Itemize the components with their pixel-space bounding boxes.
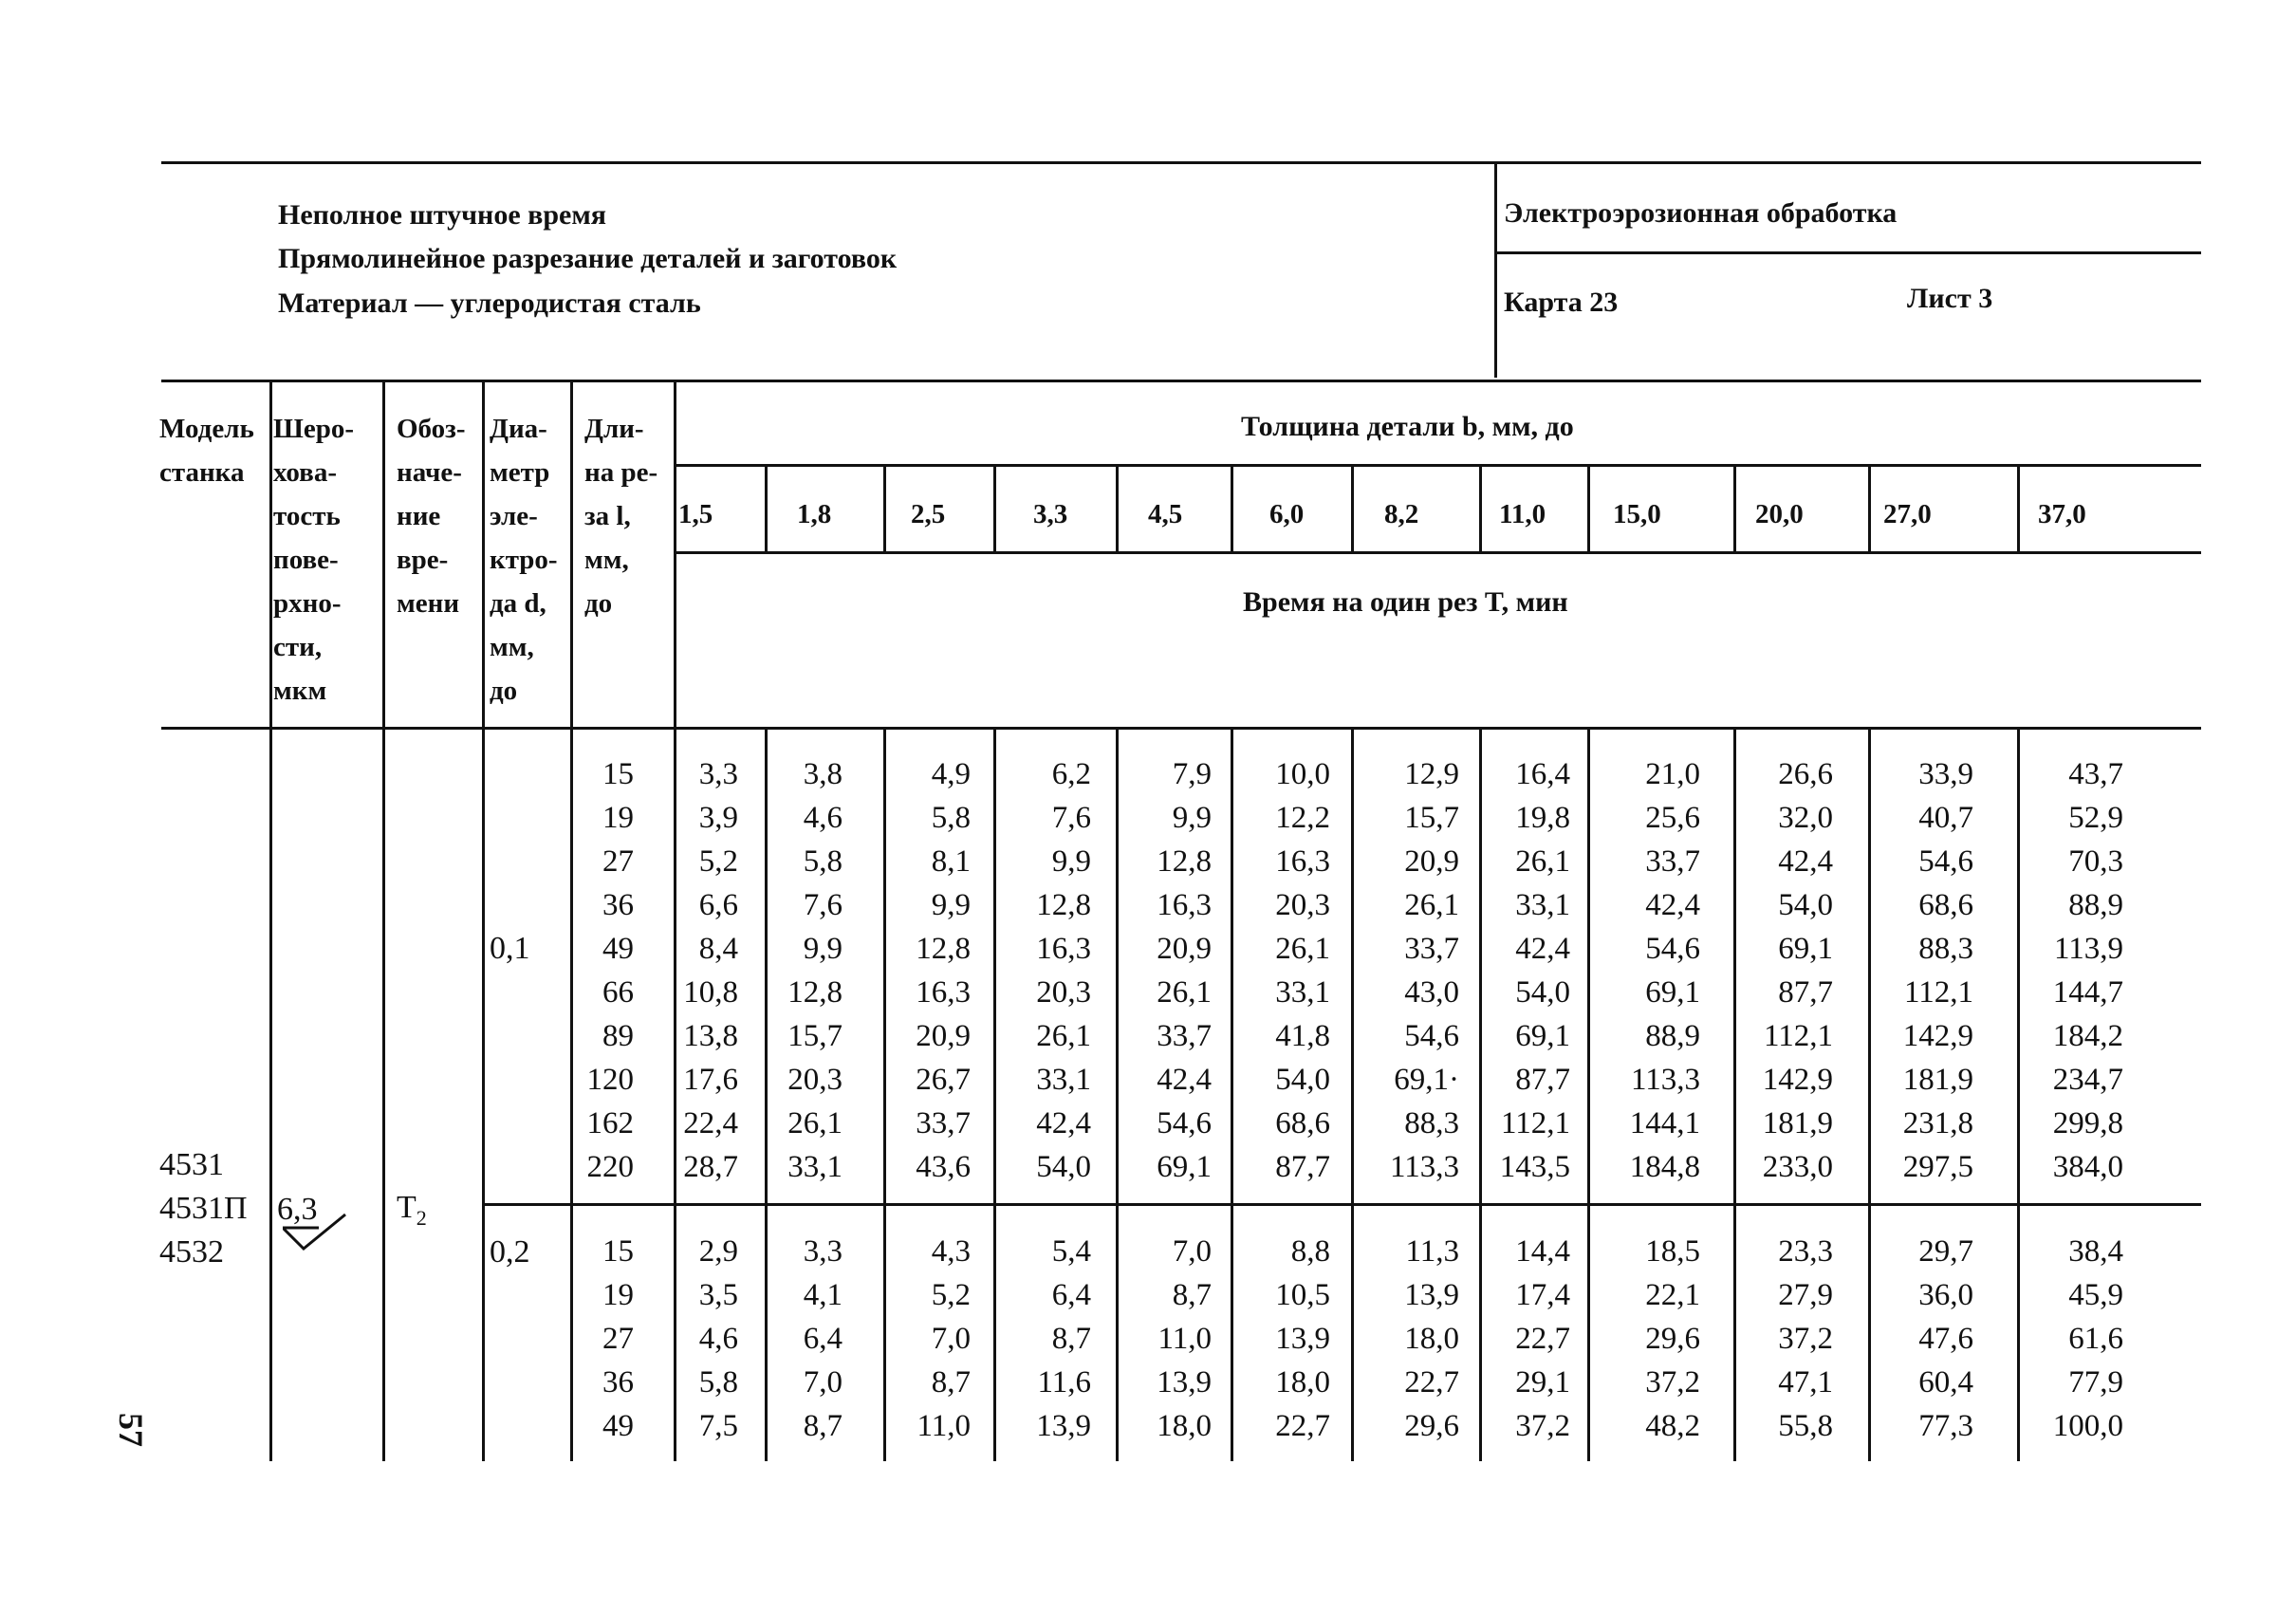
time-value: 181,9 xyxy=(1902,1063,1973,1097)
time-value: 37,2 xyxy=(1778,1322,1833,1356)
thickness-value: 1,8 xyxy=(797,499,832,529)
time-value: 41,8 xyxy=(1275,1019,1330,1053)
top-rule xyxy=(161,161,2201,164)
time-value: 33,1 xyxy=(787,1150,842,1184)
time-value: 70,3 xyxy=(2068,844,2123,879)
time-value: 88,3 xyxy=(1404,1106,1459,1140)
time-value: 15,7 xyxy=(1404,801,1459,835)
model-3: 4532 xyxy=(159,1234,224,1270)
time-value: 19,8 xyxy=(1515,801,1570,835)
time-value: 25,6 xyxy=(1645,801,1700,835)
time-value: 88,9 xyxy=(2068,888,2123,922)
time-value: 47,1 xyxy=(1778,1365,1833,1400)
roughness-value: 6,3 xyxy=(277,1192,318,1227)
time-value: 33,7 xyxy=(1404,932,1459,966)
page-number: 57 xyxy=(112,1413,150,1447)
time-value: 9,9 xyxy=(803,932,842,966)
time-value: 22,7 xyxy=(1515,1322,1570,1356)
time-value: 8,7 xyxy=(803,1409,842,1443)
time-value: 11,0 xyxy=(1157,1322,1212,1356)
time-designation-base: T xyxy=(397,1190,417,1225)
time-value: 61,6 xyxy=(2068,1322,2123,1356)
time-value: 9,9 xyxy=(1172,801,1212,835)
time-designation-sub: 2 xyxy=(416,1205,427,1230)
thickness-value: 8,2 xyxy=(1384,499,1419,529)
time-value: 5,2 xyxy=(931,1278,971,1312)
time-value: 54,0 xyxy=(1515,975,1570,1010)
time-value: 20,9 xyxy=(916,1019,971,1053)
time-value: 26,1 xyxy=(1157,975,1212,1010)
time-value: 112,1 xyxy=(1500,1106,1570,1140)
time-value: 33,1 xyxy=(1036,1063,1091,1097)
thickness-value: 20,0 xyxy=(1755,499,1804,529)
time-value: 297,5 xyxy=(1902,1150,1973,1184)
time-value: 11,0 xyxy=(917,1409,971,1443)
time-value: 42,4 xyxy=(1778,844,1833,879)
col-rule-designation xyxy=(482,381,485,1461)
time-value: 26,6 xyxy=(1778,757,1833,791)
thk-rule xyxy=(883,466,886,553)
time-value: 33,9 xyxy=(1918,757,1973,791)
time-value: 5,8 xyxy=(698,1365,738,1400)
length-value: 27 xyxy=(602,844,634,879)
time-value: 11,3 xyxy=(1405,1234,1459,1269)
time-value: 4,9 xyxy=(931,757,971,791)
time-value: 3,9 xyxy=(698,801,738,835)
thickness-value: 1,5 xyxy=(678,499,713,529)
data-col-rule xyxy=(1351,729,1354,1461)
time-value: 32,0 xyxy=(1778,801,1833,835)
time-value: 16,3 xyxy=(1036,932,1091,966)
time-value: 33,7 xyxy=(916,1106,971,1140)
thk-rule xyxy=(1733,466,1736,553)
time-value: 13,9 xyxy=(1275,1322,1330,1356)
time-value: 3,3 xyxy=(803,1234,842,1269)
time-value: 37,2 xyxy=(1645,1365,1700,1400)
time-value: 234,7 xyxy=(2052,1063,2123,1097)
time-value: 26,1 xyxy=(1404,888,1459,922)
time-value: 3,8 xyxy=(803,757,842,791)
time-value: 38,4 xyxy=(2068,1234,2123,1269)
col-header-diameter: Диа- метр эле- ктро- да d, мм, до xyxy=(490,414,558,706)
time-value: 184,8 xyxy=(1629,1150,1700,1184)
time-value: 52,9 xyxy=(2068,801,2123,835)
time-designation xyxy=(397,1192,427,1229)
thk-rule xyxy=(1587,466,1590,553)
time-value: 36,0 xyxy=(1918,1278,1973,1312)
thickness-value: 27,0 xyxy=(1883,499,1932,529)
time-value: 4,6 xyxy=(803,801,842,835)
time-value: 45,9 xyxy=(2068,1278,2123,1312)
roughness-symbol-icon xyxy=(283,1213,349,1252)
time-value: 11,6 xyxy=(1037,1365,1091,1400)
time-value: 12,8 xyxy=(1157,844,1212,879)
thickness-title-rule xyxy=(676,464,2201,467)
time-value: 7,0 xyxy=(1172,1234,1212,1269)
time-value: 17,4 xyxy=(1515,1278,1570,1312)
data-col-rule xyxy=(1587,729,1590,1461)
time-value: 4,3 xyxy=(931,1234,971,1269)
time-value: 69,1 xyxy=(1645,975,1700,1010)
title-line-1: Неполное штучное время xyxy=(278,199,607,231)
time-value: 20,9 xyxy=(1404,844,1459,879)
time-value: 54,0 xyxy=(1778,888,1833,922)
time-value: 100,0 xyxy=(2052,1409,2123,1443)
time-value: 20,3 xyxy=(1275,888,1330,922)
time-value: 233,0 xyxy=(1762,1150,1833,1184)
time-value: 13,9 xyxy=(1036,1409,1091,1443)
time-value: 18,0 xyxy=(1275,1365,1330,1400)
thk-rule xyxy=(1116,466,1119,553)
length-value: 36 xyxy=(602,888,634,922)
time-value: 17,6 xyxy=(683,1063,738,1097)
time-value: 13,9 xyxy=(1157,1365,1212,1400)
col-header-model: Модель станка xyxy=(159,414,254,488)
time-value: 8,7 xyxy=(931,1365,971,1400)
time-value: 181,9 xyxy=(1762,1106,1833,1140)
diameter-group-2: 0,2 xyxy=(490,1234,530,1270)
time-value: 144,1 xyxy=(1629,1106,1700,1140)
time-value: 8,4 xyxy=(698,932,738,966)
time-value: 69,1 xyxy=(1157,1150,1212,1184)
time-value: 42,4 xyxy=(1157,1063,1212,1097)
time-value: 54,0 xyxy=(1275,1063,1330,1097)
time-value: 7,9 xyxy=(1172,757,1212,791)
time-value: 16,4 xyxy=(1515,757,1570,791)
time-value: 113,3 xyxy=(1630,1063,1700,1097)
time-value: 26,1 xyxy=(1036,1019,1091,1053)
thk-rule xyxy=(1351,466,1354,553)
time-value: 113,3 xyxy=(1389,1150,1459,1184)
thickness-values-rule xyxy=(676,551,2201,554)
time-value: 43,7 xyxy=(2068,757,2123,791)
length-value: 19 xyxy=(602,801,634,835)
thk-rule xyxy=(993,466,996,553)
time-value: 54,6 xyxy=(1645,932,1700,966)
thk-rule xyxy=(2017,466,2020,553)
model-1: 4531 xyxy=(159,1147,224,1182)
time-value: 42,4 xyxy=(1036,1106,1091,1140)
thickness-value: 15,0 xyxy=(1613,499,1661,529)
length-value: 120 xyxy=(586,1063,634,1097)
time-value: 20,9 xyxy=(1157,932,1212,966)
thickness-value: 4,5 xyxy=(1148,499,1183,529)
time-value: 20,3 xyxy=(1036,975,1091,1010)
time-value: 54,6 xyxy=(1404,1019,1459,1053)
time-value: 10,5 xyxy=(1275,1278,1330,1312)
time-title: Время на один рез T, мин xyxy=(1243,586,1568,618)
time-value: 69,1 xyxy=(1778,932,1833,966)
section-rule xyxy=(1496,251,2201,254)
thk-rule xyxy=(765,466,768,553)
time-value: 6,4 xyxy=(803,1322,842,1356)
table-top-rule xyxy=(161,380,2201,382)
time-value: 143,5 xyxy=(1499,1150,1570,1184)
time-value: 6,4 xyxy=(1051,1278,1091,1312)
time-value: 5,8 xyxy=(803,844,842,879)
time-value: 77,9 xyxy=(2068,1365,2123,1400)
time-value: 18,0 xyxy=(1157,1409,1212,1443)
time-value: 184,2 xyxy=(2052,1019,2123,1053)
time-value: 18,5 xyxy=(1645,1234,1700,1269)
time-value: 12,2 xyxy=(1275,801,1330,835)
time-value: 2,9 xyxy=(698,1234,738,1269)
time-value: 299,8 xyxy=(2052,1106,2123,1140)
time-value: 22,4 xyxy=(683,1106,738,1140)
time-value: 3,5 xyxy=(698,1278,738,1312)
time-value: 42,4 xyxy=(1645,888,1700,922)
time-value: 3,3 xyxy=(698,757,738,791)
time-value: 142,9 xyxy=(1762,1063,1833,1097)
time-value: 5,8 xyxy=(931,801,971,835)
thickness-value: 2,5 xyxy=(911,499,946,529)
time-value: 87,7 xyxy=(1778,975,1833,1010)
time-value: 69,1· xyxy=(1394,1063,1459,1097)
length-value: 15 xyxy=(602,1234,634,1269)
time-value: 16,3 xyxy=(916,975,971,1010)
time-value: 20,3 xyxy=(787,1063,842,1097)
time-value: 29,6 xyxy=(1645,1322,1700,1356)
time-value: 16,3 xyxy=(1275,844,1330,879)
thk-rule xyxy=(1231,466,1233,553)
time-value: 60,4 xyxy=(1918,1365,1973,1400)
time-value: 26,1 xyxy=(787,1106,842,1140)
time-value: 33,1 xyxy=(1515,888,1570,922)
time-value: 87,7 xyxy=(1515,1063,1570,1097)
header-divider xyxy=(1494,163,1497,378)
time-value: 12,8 xyxy=(916,932,971,966)
time-value: 87,7 xyxy=(1275,1150,1330,1184)
time-value: 28,7 xyxy=(683,1150,738,1184)
length-value: 49 xyxy=(602,932,634,966)
time-value: 26,7 xyxy=(916,1063,971,1097)
time-value: 12,8 xyxy=(787,975,842,1010)
time-value: 12,9 xyxy=(1404,757,1459,791)
time-value: 10,8 xyxy=(683,975,738,1010)
length-value: 89 xyxy=(602,1019,634,1053)
time-value: 88,3 xyxy=(1918,932,1973,966)
time-value: 113,9 xyxy=(2053,932,2123,966)
section-title: Электроэрозионная обработка xyxy=(1504,197,1898,229)
time-value: 7,6 xyxy=(1051,801,1091,835)
model-2: 4531П xyxy=(159,1191,248,1226)
time-value: 18,0 xyxy=(1404,1322,1459,1356)
diameter-group-1: 0,1 xyxy=(490,931,530,966)
time-value: 40,7 xyxy=(1918,801,1973,835)
time-value: 16,3 xyxy=(1157,888,1212,922)
time-value: 33,7 xyxy=(1645,844,1700,879)
time-value: 37,2 xyxy=(1515,1409,1570,1443)
time-value: 27,9 xyxy=(1778,1278,1833,1312)
time-value: 4,6 xyxy=(698,1322,738,1356)
time-value: 9,9 xyxy=(931,888,971,922)
time-value: 88,9 xyxy=(1645,1019,1700,1053)
time-value: 112,1 xyxy=(1763,1019,1833,1053)
time-value: 48,2 xyxy=(1645,1409,1700,1443)
time-value: 77,3 xyxy=(1918,1409,1973,1443)
time-value: 47,6 xyxy=(1918,1322,1973,1356)
time-value: 43,6 xyxy=(916,1150,971,1184)
col-header-length: Дли- на ре- за l, мм, до xyxy=(584,414,658,619)
time-value: 8,1 xyxy=(931,844,971,879)
title-line-3: Материал — углеродистая сталь xyxy=(278,287,701,319)
time-value: 8,7 xyxy=(1051,1322,1091,1356)
time-value: 22,7 xyxy=(1275,1409,1330,1443)
thickness-value: 6,0 xyxy=(1269,499,1305,529)
time-value: 55,8 xyxy=(1778,1409,1833,1443)
thickness-value: 3,3 xyxy=(1033,499,1068,529)
time-value: 8,7 xyxy=(1172,1278,1212,1312)
length-value: 66 xyxy=(602,975,634,1010)
time-value: 68,6 xyxy=(1275,1106,1330,1140)
col-header-roughness: Шеро- хова- тость пове- рхно- сти, мкм xyxy=(273,414,355,706)
sheet-number: Лист 3 xyxy=(1907,283,1993,314)
time-value: 14,4 xyxy=(1515,1234,1570,1269)
length-value: 49 xyxy=(602,1409,634,1443)
time-value: 8,8 xyxy=(1290,1234,1330,1269)
thickness-title: Толщина детали b, мм, до xyxy=(1241,411,1574,442)
time-value: 23,3 xyxy=(1778,1234,1833,1269)
thickness-value: 11,0 xyxy=(1499,499,1546,529)
length-value: 220 xyxy=(586,1150,634,1184)
time-value: 112,1 xyxy=(1903,975,1973,1010)
time-value: 29,7 xyxy=(1918,1234,1973,1269)
time-value: 7,0 xyxy=(931,1322,971,1356)
time-value: 29,6 xyxy=(1404,1409,1459,1443)
time-value: 13,9 xyxy=(1404,1278,1459,1312)
thickness-value: 37,0 xyxy=(2038,499,2086,529)
time-value: 10,0 xyxy=(1275,757,1330,791)
time-value: 26,1 xyxy=(1515,844,1570,879)
time-value: 13,8 xyxy=(683,1019,738,1053)
time-value: 231,8 xyxy=(1902,1106,1973,1140)
time-value: 15,7 xyxy=(787,1019,842,1053)
time-value: 26,1 xyxy=(1275,932,1330,966)
length-value: 36 xyxy=(602,1365,634,1400)
time-value: 5,2 xyxy=(698,844,738,879)
time-value: 22,7 xyxy=(1404,1365,1459,1400)
length-value: 27 xyxy=(602,1322,634,1356)
card-number: Карта 23 xyxy=(1504,287,1619,318)
time-value: 6,6 xyxy=(698,888,738,922)
length-value: 19 xyxy=(602,1278,634,1312)
time-value: 4,1 xyxy=(803,1278,842,1312)
time-value: 12,8 xyxy=(1036,888,1091,922)
col-rule-model xyxy=(269,381,272,1461)
col-header-designation: Обоз- наче- ние вре- мени xyxy=(397,414,466,619)
time-value: 5,4 xyxy=(1051,1234,1091,1269)
time-value: 54,0 xyxy=(1036,1150,1091,1184)
thk-rule xyxy=(1479,466,1482,553)
time-value: 42,4 xyxy=(1515,932,1570,966)
time-value: 33,1 xyxy=(1275,975,1330,1010)
time-value: 384,0 xyxy=(2052,1150,2123,1184)
thk-rule xyxy=(1868,466,1871,553)
time-value: 68,6 xyxy=(1918,888,1973,922)
time-value: 54,6 xyxy=(1918,844,1973,879)
time-value: 54,6 xyxy=(1157,1106,1212,1140)
time-value: 69,1 xyxy=(1515,1019,1570,1053)
title-line-2: Прямолинейное разрезание деталей и заготовок xyxy=(278,243,898,274)
length-value: 15 xyxy=(602,757,634,791)
time-value: 7,0 xyxy=(803,1365,842,1400)
time-value: 21,0 xyxy=(1645,757,1700,791)
length-value: 162 xyxy=(586,1106,634,1140)
col-rule-roughness xyxy=(382,381,385,1461)
time-value: 142,9 xyxy=(1902,1019,1973,1053)
header-bottom-rule xyxy=(161,727,2201,730)
time-value: 7,6 xyxy=(803,888,842,922)
time-value: 6,2 xyxy=(1051,757,1091,791)
time-value: 7,5 xyxy=(698,1409,738,1443)
time-value: 43,0 xyxy=(1404,975,1459,1010)
time-value: 9,9 xyxy=(1051,844,1091,879)
time-value: 144,7 xyxy=(2052,975,2123,1010)
group-separator-rule xyxy=(484,1203,2201,1206)
time-value: 29,1 xyxy=(1515,1365,1570,1400)
time-value: 33,7 xyxy=(1157,1019,1212,1053)
time-value: 22,1 xyxy=(1645,1278,1700,1312)
